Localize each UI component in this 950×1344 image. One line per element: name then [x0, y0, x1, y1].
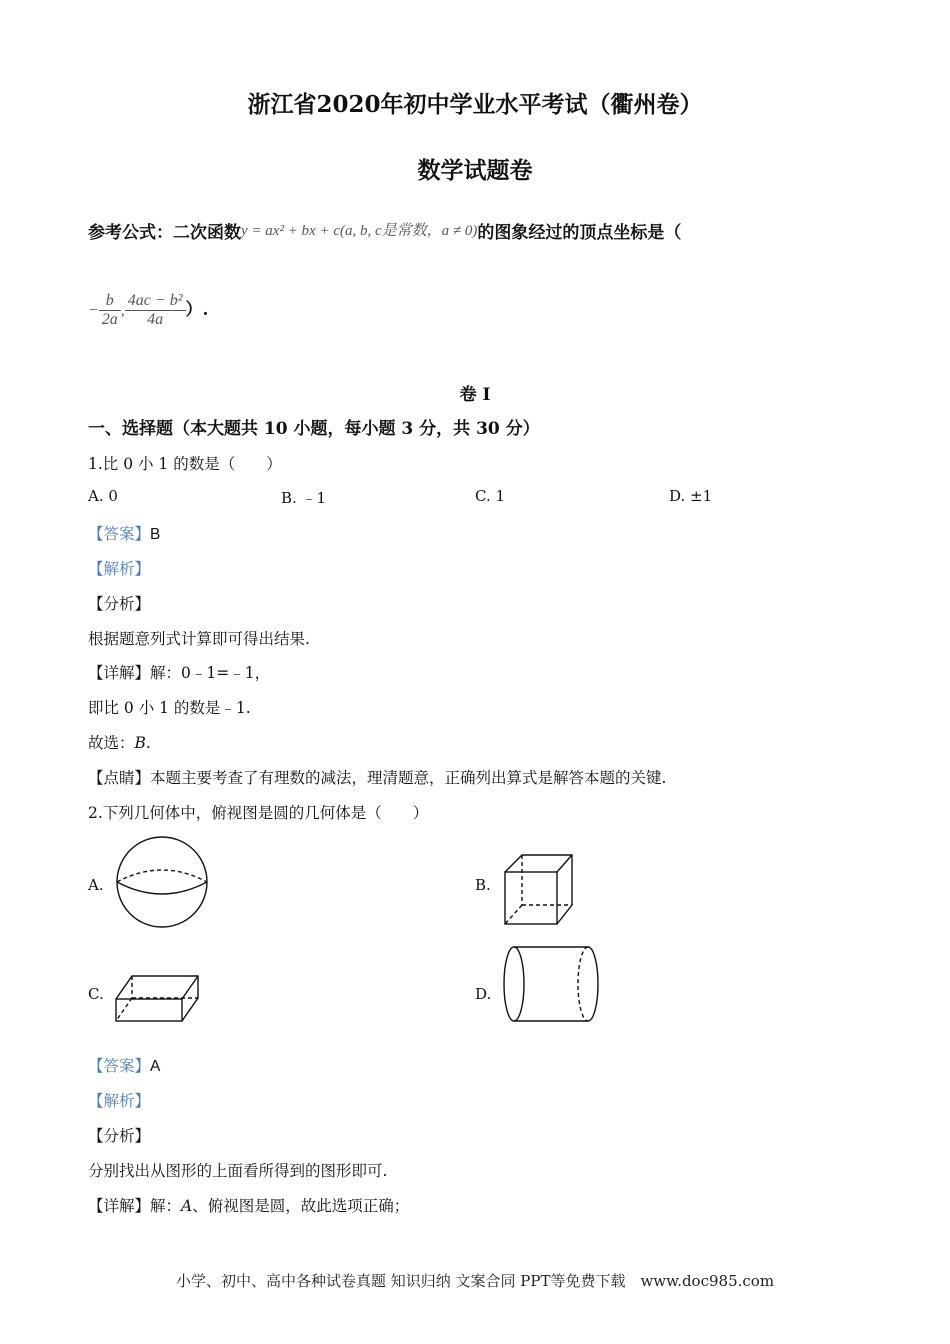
q1-dianjing: 【点睛】本题主要考查了有理数的减法，理清题意，正确列出算式是解答本题的关键.: [88, 769, 667, 787]
section-heading: 一、选择题（本大题共 10 小题，每小题 3 分，共 30 分）: [88, 419, 540, 439]
q1-answer: 【答案】B: [88, 525, 161, 543]
q2-option-d-label: D.: [475, 985, 492, 1003]
formula-prefix: 参考公式：二次函数: [88, 223, 241, 243]
page-subtitle: 数学试题卷: [417, 157, 533, 184]
q1-choose: 故选：B.: [88, 734, 151, 752]
q2-fenxi-text: 分别找出从图形的上面看所得到的图形即可.: [88, 1162, 388, 1180]
q2-detail: 【详解】解：A、俯视图是圆，故此选项正确；: [88, 1197, 410, 1215]
vertex-formula: − $\frac{b}{2a}$ , $\frac{\text{4ac − b²}}{4a}$ ）.: [88, 292, 209, 328]
cube-figure: [500, 850, 580, 930]
cuboid-figure: [112, 966, 212, 1026]
q2-option-b-label: B.: [475, 876, 491, 894]
q2-answer: 【答案】A: [88, 1057, 161, 1075]
q1-option-d: D. ±1: [669, 487, 713, 505]
sphere-figure: [112, 834, 212, 930]
q1-analysis-tag: 【解析】: [88, 560, 151, 578]
formula-line: [88, 218, 681, 243]
q2-fenxi-tag: 【分析】: [88, 1127, 151, 1145]
q1-option-a: A. 0: [88, 487, 118, 505]
volume-heading: 卷 I: [459, 385, 491, 405]
q1-fenxi-text: 根据题意列式计算即可得出结果.: [88, 630, 310, 648]
q2-option-c-label: C.: [88, 985, 104, 1003]
q1-detail-2: 即比 0 小 1 的数是﹣1.: [88, 699, 251, 717]
vertex-y-fraction: $\frac{\text{4ac − b²}}{4a}$: [125, 292, 186, 329]
formula-expression: y = ax² + bx + c(a, b, c是常数，a ≠ 0): [241, 223, 478, 239]
formula-suffix: 的图象经过的顶点坐标是（: [477, 223, 682, 243]
q2-stem: 2.下列几何体中，俯视图是圆的几何体是（ ）: [88, 804, 429, 822]
q1-option-c: C. 1: [475, 487, 506, 505]
vertex-x-fraction: $\frac{b}{2a}$: [99, 292, 121, 329]
cylinder-figure: [498, 942, 608, 1028]
q1-stem: 1.比 0 小 1 的数是（ ）: [88, 455, 282, 473]
formula-closing: ）.: [185, 300, 209, 320]
q1-option-b: B. ﹣1: [281, 489, 327, 507]
q1-detail: 【详解】解：0﹣1=﹣1，: [88, 664, 271, 682]
page-footer: 小学、初中、高中各种试卷真题 知识归纳 文案合同 PPT等免费下载 www.doc985.com: [175, 1272, 775, 1290]
q2-option-a-label: A.: [88, 876, 104, 894]
q2-analysis-tag: 【解析】: [88, 1092, 151, 1110]
q1-fenxi-tag: 【分析】: [88, 595, 151, 613]
page-title: 浙江省2020年初中学业水平考试（衢州卷）: [247, 91, 703, 118]
